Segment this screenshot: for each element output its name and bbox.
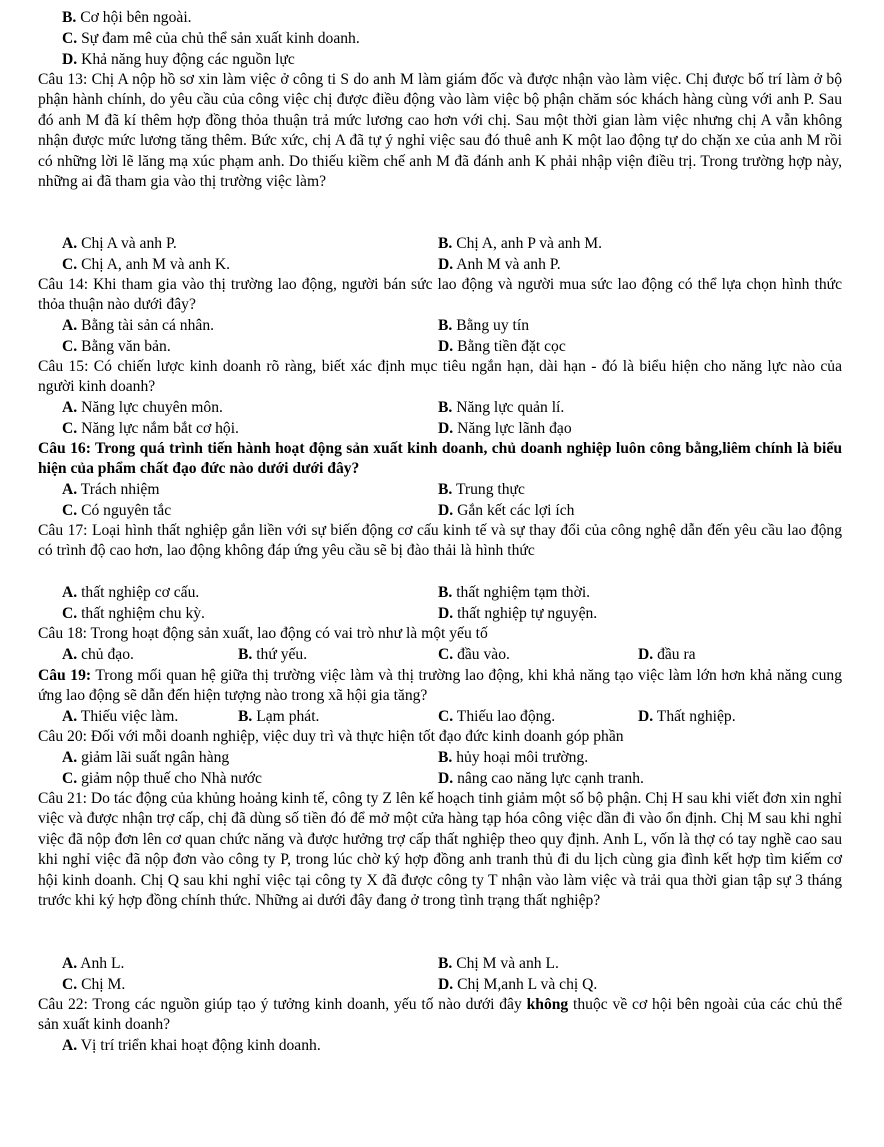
leading-option [62,8,192,28]
option-letter: B. [438,235,453,252]
question-17-option [62,604,205,624]
option-text: Chị A, anh M và anh K. [81,256,231,273]
option-letter: A. [62,955,78,972]
option-text: Năng lực chuyên môn. [81,399,223,416]
option-text: đầu ra [657,646,696,663]
question-21-option [438,975,597,995]
option-text: Thiếu lao động. [456,708,556,725]
question-13-option [62,234,177,254]
option-letter: C. [62,338,78,355]
question-22-option [62,1036,321,1056]
question-16-option [62,480,159,500]
question-label: Câu 19: [38,667,92,684]
option-letter: D. [62,51,78,68]
option-letter: B. [438,399,453,416]
option-letter: D. [438,976,454,993]
question-14-option [438,316,529,336]
question-21-option [62,975,125,995]
option-letter: C. [62,770,78,787]
question-21-option [62,954,124,974]
question-17-option [438,604,597,624]
option-text: Có nguyên tắc [81,502,172,519]
option-letter: C. [62,256,78,273]
option-text: Chị M. [81,976,126,993]
question-17-option [438,583,590,603]
question-text-post: thuộc về cơ hội bên ngoài của các chủ thể sản xuất kinh doanh? [38,996,843,1034]
option-letter: A. [62,646,78,663]
question-13-option [438,255,561,275]
option-letter: A. [62,584,78,601]
option-text: Trách nhiệm [80,481,160,498]
leading-option [62,50,295,70]
question-19-option [638,707,736,727]
option-text: Anh L. [80,955,125,972]
question-19-option [62,707,178,727]
option-text: Năng lực quản lí. [456,399,565,416]
question-14-option [62,316,214,336]
option-text: đầu vào. [457,646,510,663]
option-text: thất nghiệp tự nguyện. [457,605,598,622]
question-17-option [62,583,199,603]
question-15-option [62,398,223,418]
question-17: Câu 17: Loại hình thất nghiệp gắn liền với sự biến động cơ cấu kinh tế và sự thay đổi của công nghệ dẫn đến yêu cầu lao động có trình độ cao hơn, lao động không đáp ứng yêu cầu sẽ bị đào thải là hình thức [38,522,842,560]
option-text: Chị M và anh L. [456,955,559,972]
option-letter: B. [238,646,253,663]
option-letter: B. [438,749,453,766]
option-letter: D. [638,646,654,663]
option-text: hủy hoại môi trường. [456,749,589,766]
question-text-pre: Câu 22: Trong các nguồn giúp tạo ý tưởng kinh doanh, yếu tố nào dưới đây [38,996,527,1013]
question-15-option [438,419,572,439]
option-letter: D. [438,770,454,787]
option-letter: D. [438,420,454,437]
question-14-option [62,337,171,357]
option-text: Sự đam mê của chủ thể sản xuất kinh doanh. [81,30,360,47]
question-16-option [438,480,525,500]
option-letter: D. [438,502,454,519]
question-14-option [438,337,566,357]
option-letter: C. [62,30,78,47]
question-21-option [438,954,559,974]
option-text: Thất nghiệp. [656,708,736,725]
question-22 [38,995,842,1036]
option-letter: A. [62,235,78,252]
option-text: Bằng văn bản. [81,338,171,355]
option-text: Năng lực lãnh đạo [457,420,572,437]
question-20-option [62,769,262,789]
option-text: Chị M,anh L và chị Q. [457,976,598,993]
option-text: Khả năng huy động các nguồn lực [81,51,295,68]
option-letter: A. [62,708,78,725]
option-text: giảm lãi suất ngân hàng [81,749,230,766]
option-text: thất nghiệm tạm thời. [456,584,591,601]
option-letter: A. [62,399,78,416]
question-15: Câu 15: Có chiến lược kinh doanh rõ ràng, biết xác định mục tiêu ngắn hạn, dài hạn - đó là biểu hiện cho năng lực nào của người kinh doanh? [38,358,842,396]
question-19 [38,666,842,707]
option-letter: C. [62,976,78,993]
option-text: Vị trí triển khai hoạt động kinh doanh. [80,1037,321,1054]
option-text: chủ đạo. [81,646,134,663]
question-18: Câu 18: Trong hoạt động sản xuất, lao động có vai trò như là một yếu tố [38,625,488,642]
option-text: Lạm phát. [256,708,320,725]
option-text: Thiếu việc làm. [80,708,179,725]
option-letter: B. [62,9,77,26]
question-15-option [438,398,564,418]
question-18-option [638,645,696,665]
question-19-option [438,707,555,727]
option-letter: A. [62,317,78,334]
question-20-option [62,748,229,768]
option-text: Chị A và anh P. [81,235,177,252]
question-18-option [62,645,134,665]
option-letter: A. [62,1037,78,1054]
option-text: Bằng uy tín [456,317,529,334]
question-13-option [62,255,230,275]
option-letter: D. [438,605,454,622]
option-text: thất nghiệm chu kỳ. [81,605,205,622]
option-text: Bằng tài sản cá nhân. [81,317,215,334]
option-letter: B. [438,317,453,334]
leading-option [62,29,360,49]
option-letter: B. [238,708,253,725]
option-text: thất nghiệp cơ cấu. [81,584,200,601]
question-16-option [438,501,574,521]
option-text: Gắn kết các lợi ích [457,502,575,519]
question-21: Câu 21: Do tác động của khủng hoảng kinh tế, công ty Z lên kế hoạch tinh giảm một số bộ phận. Chị H sau khi viết đơn xin nghỉ việc và được nhận trợ cấp, chị đã dùng số tiền đó để mở một cửa hàng tạp hóa công việc dần đi vào ổn định. Chị M sau khi nghỉ việc đã nộp đơn lên cơ quan chức năng và được hưởng trợ cấp thất nghiệp theo quy định. Anh L, vốn là thợ có tay nghề cao sau khi nghỉ việc đã nộp đơn vào công ty P, trong lúc chờ ký hợp đồng anh tranh thủ đi du lịch cùng gia đình kết hợp tìm kiếm cơ hội kinh doanh. Chị Q sau khi nghỉ việc tại công ty X đã được công ty T nhận vào làm việc và trải qua thời gian tập sự 3 tháng trước khi ký hợp đồng chính thức. Những ai dưới đây đang ở trong tình trạng thất nghiệp? [38,790,842,910]
question-13: Câu 13: Chị A nộp hồ sơ xin làm việc ở công ti S do anh M làm giám đốc và được nhận vào làm việc. Chị được bố trí làm ở bộ phận hành chính, do yêu cầu của công việc chị được điều động vào làm việc bộ phận chăm sóc khách hàng cùng với anh P. Sau đó anh M đã kí thêm hợp đồng thỏa thuận trả mức lương cao hơn với chị. Sau một thời gian làm việc nhưng chị A vẫn không nhận được mức lương tăng thêm. Bức xức, chị A đã tự ý nghỉ việc sau đó thuê anh K một lao động tự do chặn xe của anh M rồi có những lời lẽ lăng mạ xúc phạm anh. Do thiếu kiềm chế anh M đã đánh anh K phải nhập viện điều trị. Trong trường hợp này, những ai đã tham gia vào thị trường việc làm? [38,71,842,191]
option-text: Năng lực nắm bắt cơ hội. [81,420,239,437]
option-text: nâng cao năng lực cạnh tranh. [457,770,644,787]
option-text: giảm nộp thuế cho Nhà nước [81,770,262,787]
option-letter: D. [438,256,454,273]
question-16-option [62,501,171,521]
question-19-option [238,707,319,727]
option-letter: A. [62,481,78,498]
question-emphasis: không [526,996,569,1013]
question-20: Câu 20: Đối với mỗi doanh nghiệp, việc duy trì và thực hiện tốt đạo đức kinh doanh góp phần [38,728,624,745]
option-letter: C. [62,420,78,437]
option-letter: B. [438,955,453,972]
option-letter: B. [438,481,453,498]
option-letter: C. [438,708,454,725]
option-letter: D. [638,708,654,725]
question-18-option [438,645,510,665]
option-letter: C. [438,646,454,663]
question-20-option [438,748,588,768]
option-text: Cơ hội bên ngoài. [80,9,192,26]
option-letter: C. [62,605,78,622]
question-20-option [438,769,644,789]
question-14: Câu 14: Khi tham gia vào thị trường lao động, người bán sức lao động và người mua sức lao động có thể lựa chọn hình thức thỏa thuận nào dưới đây? [38,276,842,314]
question-18-option [238,645,307,665]
option-text: Bằng tiền đặt cọc [457,338,566,355]
option-text: Trung thực [455,481,525,498]
option-letter: C. [62,502,78,519]
option-letter: A. [62,749,78,766]
question-16: Câu 16: Trong quá trình tiến hành hoạt động sản xuất kinh doanh, chủ doanh nghiệp luôn công bằng,liêm chính là biểu hiện của phẩm chất đạo đức nào dưới dưới đây? [38,440,842,478]
question-13-option [438,234,602,254]
option-letter: D. [438,338,454,355]
option-letter: B. [438,584,453,601]
option-text: thứ yếu. [256,646,308,663]
question-15-option [62,419,239,439]
option-text: Chị A, anh P và anh M. [456,235,603,252]
option-text: Anh M và anh P. [456,256,561,273]
question-text: Trong mối quan hệ giữa thị trường việc làm và thị trường lao động, khi khả năng tạo việc làm lớn hơn khả năng cung ứng lao động sẽ dẫn đến hiện tượng nào trong xã hội gia tăng? [38,667,842,705]
